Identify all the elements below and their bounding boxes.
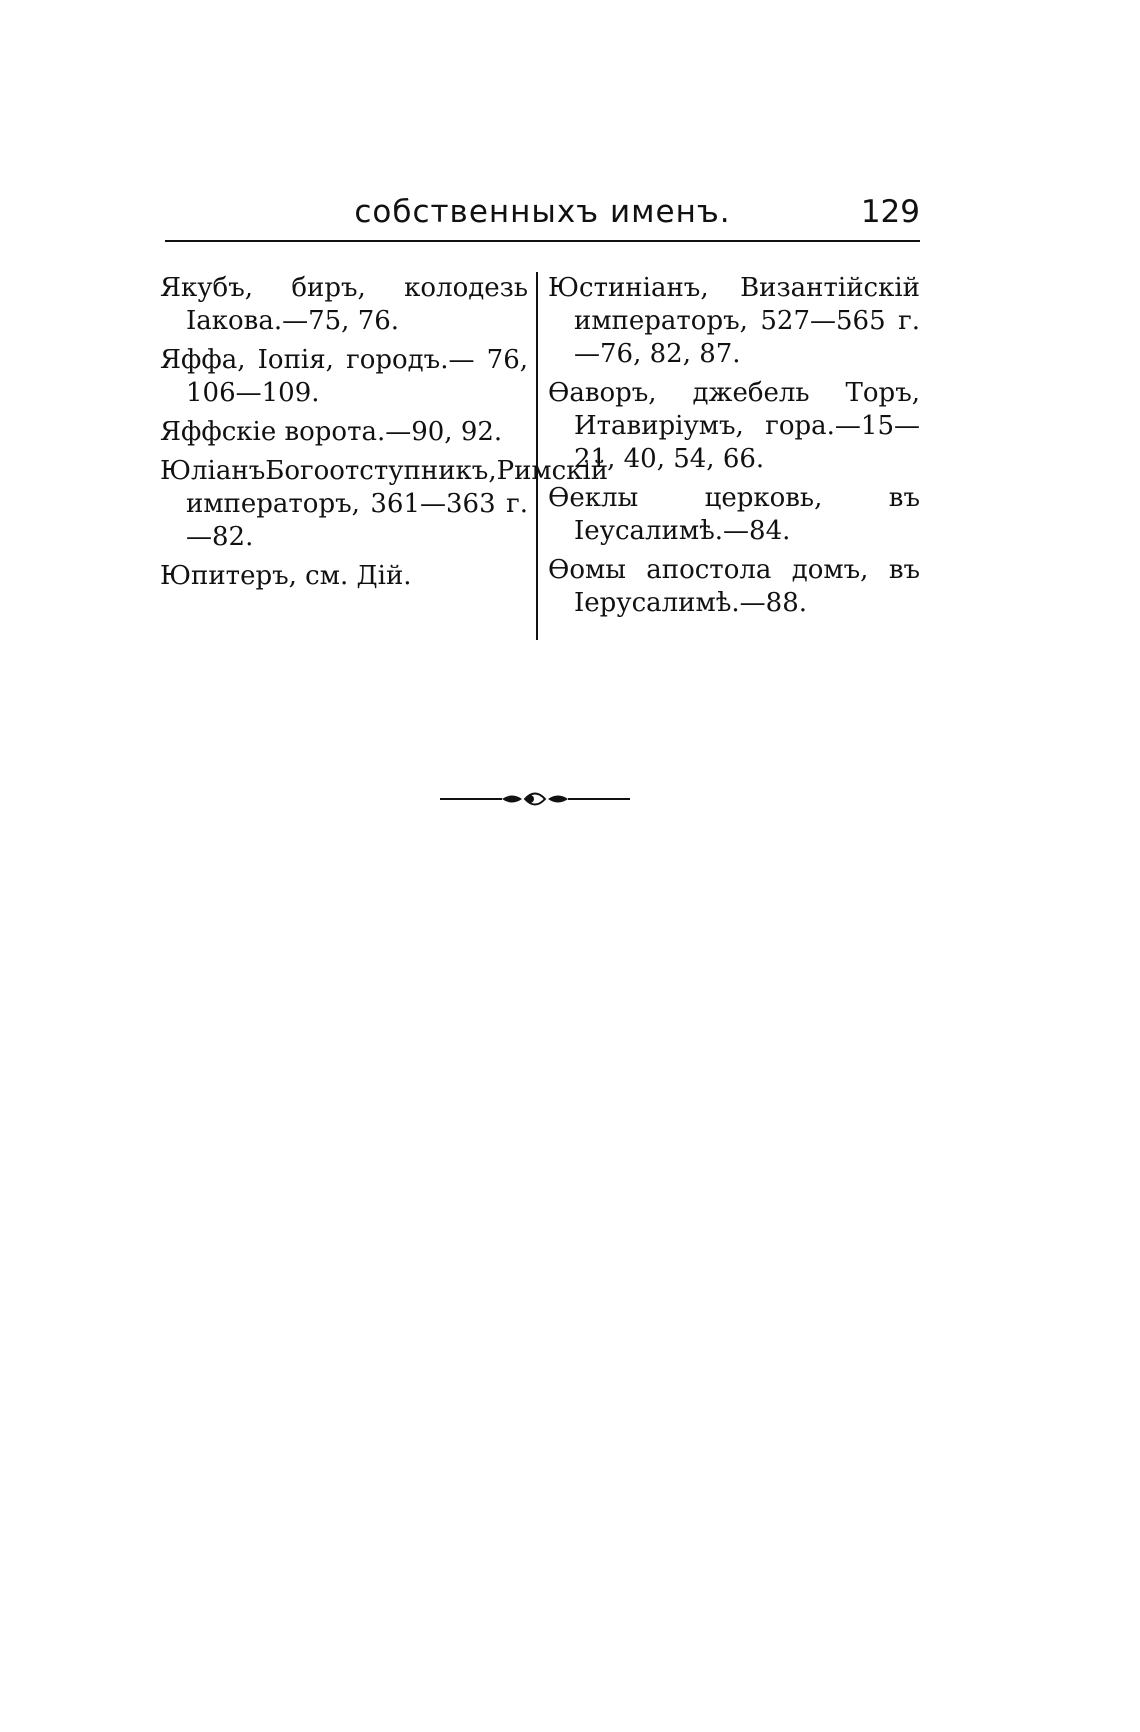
index-column-left: [160, 272, 609, 599]
index-entry: Якубъ, биръ, колодезь Іакова.—75, 76.: [160, 273, 528, 336]
header-title: собственныхъ именъ.: [354, 194, 731, 230]
index-entry: Яффскіе ворота.—90, 92.: [160, 417, 503, 447]
index-entry: Яффа, Іопія, городъ.— 76, 106—109.: [160, 345, 528, 408]
end-ornament-icon: [440, 784, 630, 814]
header-rule: [165, 240, 920, 242]
index-entry: Өеклы церковь, въ Іеусалимѣ.—84.: [548, 483, 920, 546]
index-column-right: [548, 272, 920, 626]
running-header: [165, 190, 920, 240]
index-entry: Өаворъ, джебель Торъ, Итавиріумъ, гора.—15—21, 40, 54, 66.: [548, 378, 920, 474]
index-entry: Юстиніанъ, Византійскій императоръ, 527—565 г.—76, 82, 87.: [548, 273, 920, 369]
page-number: 129: [860, 194, 920, 230]
index-entry: ЮліанъБогоотступникъ,Римскій императоръ, 361—363 г. —82.: [160, 456, 609, 552]
column-divider: [536, 272, 538, 640]
index-entry: Өомы апостола домъ, въ Іерусалимѣ.—88.: [548, 555, 920, 618]
index-entry: Юпитеръ, см. Дій.: [160, 561, 412, 591]
